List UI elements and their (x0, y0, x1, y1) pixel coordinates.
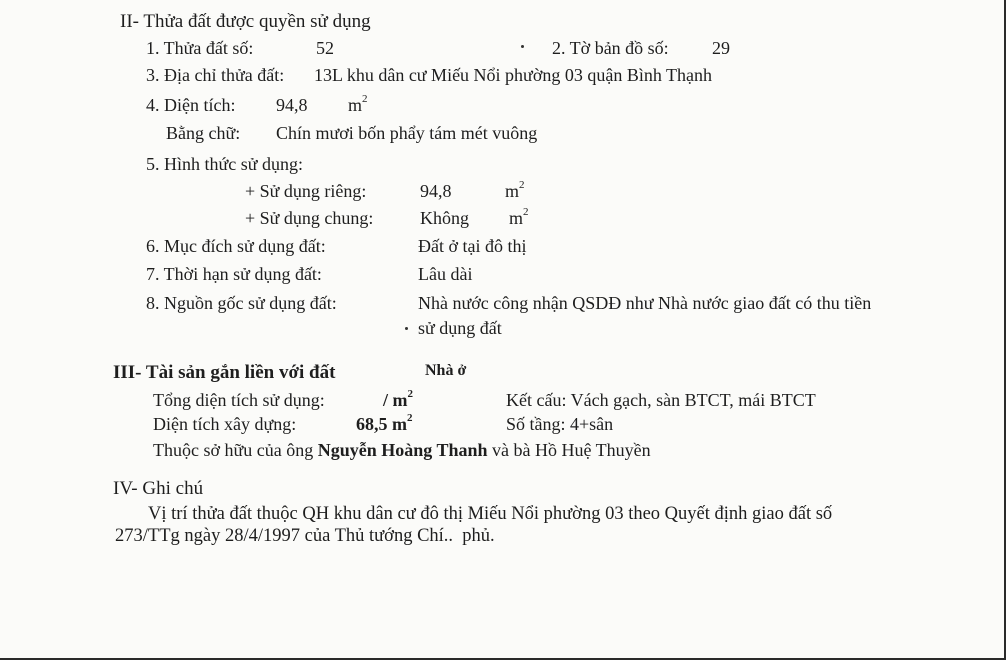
address-label: 3. Địa chỉ thửa đất: (146, 65, 285, 85)
common-use-value: Không (420, 208, 469, 228)
area-in-words-label: Bằng chữ: (166, 123, 241, 143)
usage-form-label: 5. Hình thức sử dụng: (146, 154, 304, 174)
total-floor-area-value: / $m^2$ (383, 388, 413, 410)
total-floor-area-label: Tổng diện tích sử dụng: (153, 390, 325, 410)
note-line-2: 273/TTg ngày 28/4/1997 của Thủ tướng Chí.. phủ. (115, 526, 495, 546)
section-4-heading: IV- Ghi chú (113, 478, 204, 499)
lot-number-value: 52 (316, 38, 334, 58)
speck-mark (405, 327, 408, 330)
floors-text: Số tầng: 4+sân (506, 414, 614, 434)
area-value: 94,8 (276, 95, 308, 115)
origin-value-line-1: Nhà nước công nhận QSDĐ như Nhà nước giao đất có thu tiền (418, 293, 872, 313)
section-2-heading: II- Thửa đất được quyền sử dụng (120, 11, 371, 32)
area-unit: $m^2$ (348, 93, 368, 115)
term-value: Lâu dài (418, 264, 473, 284)
purpose-label: 6. Mục đích sử dụng đất: (146, 236, 326, 256)
built-area-label: Diện tích xây dựng: (153, 414, 297, 434)
area-in-words-value: Chín mươi bốn phẩy tám mét vuông (276, 123, 538, 143)
map-sheet-value: 29 (712, 38, 730, 58)
speck-mark (521, 45, 524, 48)
section-3-heading: III- Tài sản gắn liền với đất (113, 362, 336, 383)
address-value: 13L khu dân cư Miếu Nổi phường 03 quận Bình Thạnh (314, 65, 712, 85)
note-line-1: Vị trí thửa đất thuộc QH khu dân cư đô thị Miếu Nổi phường 03 theo Quyết định giao đất số (148, 504, 833, 524)
origin-value-line-2: sử dụng đất (418, 318, 502, 338)
area-label: 4. Diện tích: (146, 95, 236, 115)
term-label: 7. Thời hạn sử dụng đất: (146, 264, 322, 284)
built-area-value: 68,5 $m^2$ (356, 412, 413, 434)
private-use-unit: $m^2$ (505, 179, 525, 201)
purpose-value: Đất ở tại đô thị (418, 236, 527, 256)
map-sheet-label: 2. Tờ bản đồ số: (552, 38, 669, 58)
private-use-label: + Sử dụng riêng: (245, 181, 367, 201)
owners-line: Thuộc sở hữu của ông Nguyễn Hoàng Thanh và bà Hồ Huệ Thuyền (153, 440, 651, 460)
lot-number-label: 1. Thửa đất số: (146, 38, 254, 58)
common-use-unit: $m^2$ (509, 206, 529, 228)
private-use-value: 94,8 (420, 181, 452, 201)
origin-label: 8. Nguồn gốc sử dụng đất: (146, 293, 337, 313)
asset-type: Nhà ở (425, 362, 467, 379)
structure-text: Kết cấu: Vách gạch, sàn BTCT, mái BTCT (506, 390, 816, 410)
common-use-label: + Sử dụng chung: (245, 208, 374, 228)
